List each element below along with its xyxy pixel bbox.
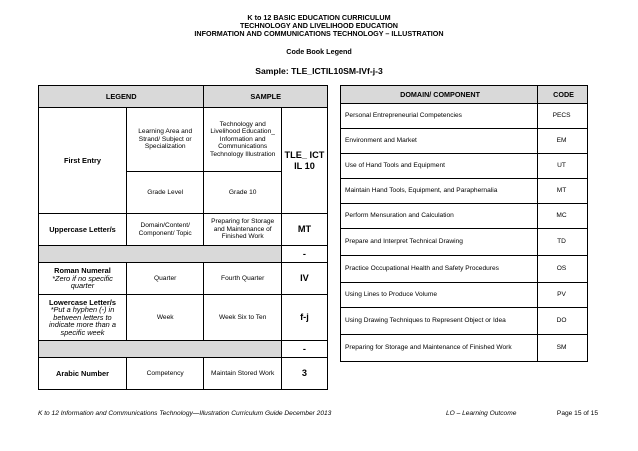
page-number: Page 15 of 15: [556, 410, 598, 417]
lowercase-code: f-j: [281, 295, 327, 341]
roman-numeral-cell: [39, 263, 127, 295]
domain-code: EM: [538, 129, 588, 154]
doc-title-line3: INFORMATION AND COMMUNICATIONS TECHNOLOGY – ILLUSTRATION: [194, 29, 444, 38]
lowercase-label: Lowercase Letter/s: [48, 297, 116, 307]
grade-level-value: Grade 10: [204, 172, 281, 214]
arabic-code: 3: [281, 358, 327, 390]
legend-header: LEGEND: [39, 86, 204, 108]
roman-desc: Quarter: [126, 263, 203, 295]
domain-code: SM: [538, 335, 588, 362]
domain-header: DOMAIN/ COMPONENT: [341, 86, 538, 104]
domain-code: MT: [538, 179, 588, 204]
lowercase-desc: Week: [126, 295, 203, 341]
uppercase-value: Preparing for Storage and Maintenance of Finished Work: [204, 214, 281, 246]
lowercase-note: *Put a hyphen (-) in between letters to indicate more than a specific week: [48, 305, 116, 337]
learning-area-label: Learning Area and Strand/ Subject or Specialization: [126, 108, 203, 172]
arabic-value: Maintain Stored Work: [204, 358, 281, 390]
footer-lo-note: LO – Learning Outcome: [446, 410, 517, 417]
domain-name: Using Lines to Produce Volume: [341, 283, 538, 308]
grade-level-label: Grade Level: [126, 172, 203, 214]
domain-code: PV: [538, 283, 588, 308]
legend-title: Code Book Legend: [286, 47, 352, 56]
roman-value: Fourth Quarter: [204, 263, 281, 295]
roman-numeral-label: Roman Numeral: [54, 266, 111, 276]
arabic-number-label: Arabic Number: [39, 358, 127, 390]
uppercase-code: MT: [281, 214, 327, 246]
domain-name: Perform Mensuration and Calculation: [341, 204, 538, 229]
lowercase-value: Week Six to Ten: [204, 295, 281, 341]
doc-title-line1: K to 12 BASIC EDUCATION CURRICULUM: [247, 13, 391, 22]
domain-name: Use of Hand Tools and Equipment: [341, 154, 538, 179]
uppercase-desc: Domain/Content/ Component/ Topic: [126, 214, 203, 246]
domain-name: Preparing for Storage and Maintenance of Finished Work: [341, 335, 538, 362]
domain-name: Environment and Market: [341, 129, 538, 154]
domain-name: Prepare and Interpret Technical Drawing: [341, 229, 538, 256]
code-header: CODE: [538, 86, 588, 104]
domain-name: Personal Entrepreneurial Competencies: [341, 104, 538, 129]
domain-name: Practice Occupational Health and Safety Procedures: [341, 256, 538, 283]
domain-code: OS: [538, 256, 588, 283]
separator-row: [39, 246, 282, 263]
domain-code: UT: [538, 154, 588, 179]
dash-code-1: -: [281, 246, 327, 263]
domain-name: Maintain Hand Tools, Equipment, and Paraphernalia: [341, 179, 538, 204]
roman-code: IV: [281, 263, 327, 295]
learning-area-value: Technology and Livelihood Education_ Information and Communications Technology Illustration: [204, 108, 281, 172]
domain-code: TD: [538, 229, 588, 256]
doc-title-line2: TECHNOLOGY AND LIVELIHOOD EDUCATION: [240, 21, 398, 30]
sample-code: Sample: TLE_ICTIL10SM-IVf-j-3: [255, 66, 383, 76]
domain-name: Using Drawing Techniques to Represent Object or Idea: [341, 308, 538, 335]
domain-code: MC: [538, 204, 588, 229]
roman-numeral-note: *Zero if no specific quarter: [52, 273, 113, 291]
domain-table: [340, 85, 588, 362]
lowercase-cell: [39, 295, 127, 341]
first-entry-code: TLE_ ICT IL 10: [281, 108, 327, 214]
domain-code: DO: [538, 308, 588, 335]
footer-guide-title: K to 12 Information and Communications Technology—Illustration Curriculum Guide December 2013: [38, 410, 332, 417]
dash-code-2: -: [281, 341, 327, 358]
sample-header: SAMPLE: [204, 86, 328, 108]
uppercase-label: Uppercase Letter/s: [39, 214, 127, 246]
domain-code: PECS: [538, 104, 588, 129]
first-entry-label: First Entry: [39, 108, 127, 214]
legend-table: [38, 85, 328, 390]
arabic-desc: Competency: [126, 358, 203, 390]
separator-row: [39, 341, 282, 358]
